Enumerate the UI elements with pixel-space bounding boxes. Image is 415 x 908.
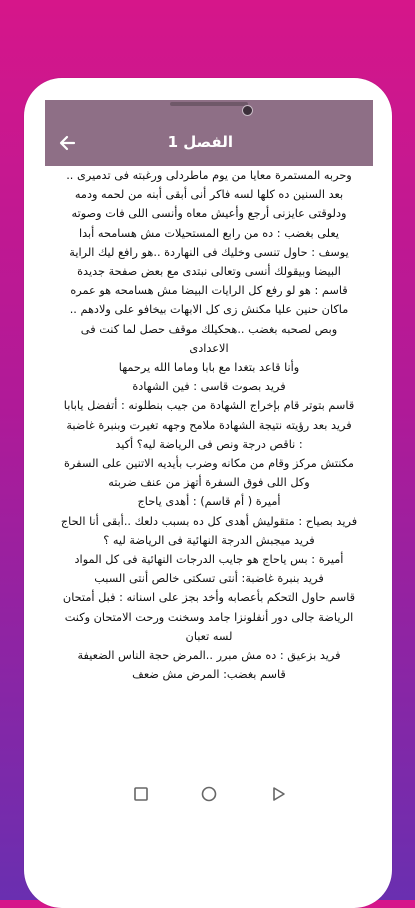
chapter-line: ودلوقتى عايزنى أرجع وأعيش معاه وأنسى اللى فات وصوته: [71, 207, 347, 221]
chapter-line: البيضا وبيقولك أنسى وتعالى نبتدى مع بعض صفحة جديدة: [77, 265, 341, 279]
chapter-line: وحربه المستمرة معايا من يوم ماطردلى ورغبته فى تدميرى ..: [66, 169, 352, 182]
app-screen: [45, 100, 373, 810]
chapter-line: فريد ميجبش الدرجة النهائية فى الرياضة ليه ؟: [103, 533, 315, 547]
chapter-line: وكل اللى فوق السفرة أتهز من عنف ضربته: [108, 476, 310, 490]
chapter-line: وبص لصحبه بغضب ..هحكيلك موقف حصل لما كنت فى: [80, 322, 338, 336]
chapter-line: يوسف : حاول تنسى وخليك فى النهاردة ..هو رافع ليك الراية: [69, 245, 349, 259]
chapter-line: أميرة : بس ياحاج هو جايب الدرجات النهائية فى كل المواد: [74, 553, 344, 567]
square-recents-icon[interactable]: [131, 784, 151, 804]
chapter-line: وأنا قاعد بتغدا مع بابا وماما الله يرحمها: [118, 361, 300, 375]
system-nav-bar: [45, 776, 373, 810]
status-bar: [45, 100, 373, 122]
chapter-line: لسه تعبان: [185, 629, 233, 643]
chapter-line: فريد بعد رؤيته نتيجة الشهادة ملامح وجهه تغيرت وبنبرة غاضبة: [66, 418, 352, 432]
chapter-line: فريد بزعيق : ده مش مبرر ..المرض حجة الناس الضعيفة: [77, 649, 341, 663]
camera-icon: [242, 105, 253, 116]
chapter-line: قاسم حاول التحكم بأعصابه وأخد بجز على اسنانه : فبل أمتحان: [62, 591, 356, 605]
chapter-line: بعد السنين ده كلها لسه فاكر أنى أبقى أبنه من لحمه ودمه: [74, 188, 344, 202]
chapter-line: أميرة ( أم قاسم) : أهدى ياحاج: [137, 495, 281, 509]
chapter-line: قاسم بتوتر قام بإخراج الشهادة من جيب بنطلونه : أتفضل يابابا: [63, 399, 355, 413]
chapter-line: الرياضة جالى دور أنفلونزا جامد وسخنت ورحت الامتحان وكنت: [64, 610, 354, 624]
chapter-line: الاعدادى: [189, 341, 229, 355]
chapter-line: : ناقص درجة ونص فى الرياضة ليه؟ أكيد: [115, 437, 303, 451]
triangle-back-icon[interactable]: [268, 784, 288, 804]
speaker-slot: [170, 102, 248, 106]
page-title: الفصل 1: [167, 133, 233, 151]
chapter-line: قاسم : هو لو رفع كل الرايات البيضا مش هسامحه هو عمره: [70, 284, 348, 298]
chapter-line: فريد بنبرة غاضبة: أنتى تسكتى خالص أنتى السبب: [94, 572, 324, 586]
chapter-line: قاسم بغضب: المرض مش ضعف: [132, 668, 286, 682]
chapter-line: فريد بصوت قاسى : فين الشهادة: [132, 380, 286, 394]
chapter-line: مكنتش مركز وقام من مكانه وضرب بأيديه الاتنين على السفرة: [64, 457, 354, 471]
chapter-text: [45, 166, 373, 750]
arrow-left-icon[interactable]: [57, 132, 79, 154]
chapter-line: فريد بصياح : متقوليش أهدى كل ده بسبب دلعك ..أبقى أنا الحاج: [60, 514, 358, 528]
chapter-line: يعلى بغضب : ده من رابع المستحيلات مش هسامحه أبدا: [78, 226, 340, 240]
chapter-line: ماكان حنين عليا مكنش زى كل الابهات بيخافو على ولادهم ..: [69, 303, 349, 317]
app-bar: [45, 122, 373, 166]
circle-home-icon[interactable]: [199, 784, 219, 804]
